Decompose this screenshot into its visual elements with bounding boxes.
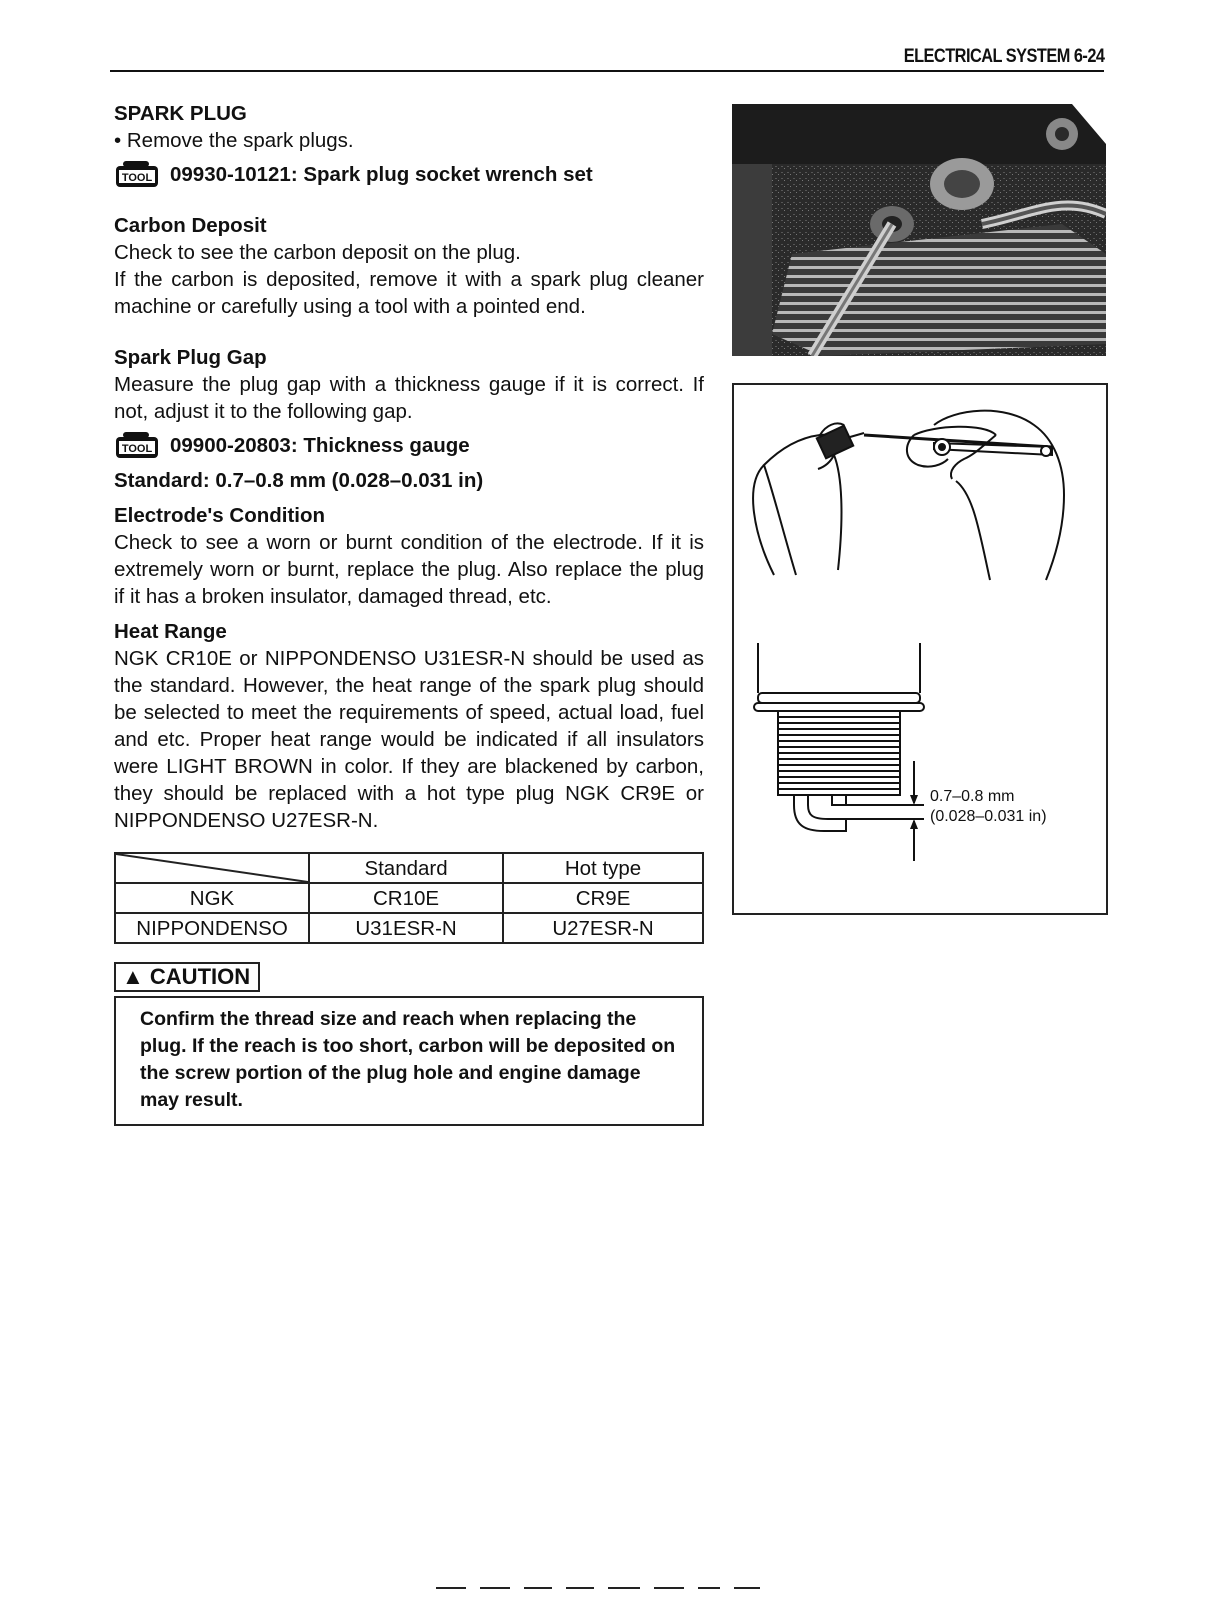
electrode-text: Check to see a worn or burnt condition of the electrode. If it is extremely worn or burnt, replace the plug. Also replace the plug if it has a broken insulator, damaged thread, etc. xyxy=(114,531,704,608)
engine-photo xyxy=(732,104,1106,356)
bullet-remove-plugs: • Remove the spark plugs. xyxy=(114,129,354,152)
table-row xyxy=(115,883,703,913)
svg-text:TOOL: TOOL xyxy=(121,172,153,184)
gap-figure xyxy=(732,383,1108,915)
table-row xyxy=(115,913,703,943)
gap-standard: Standard: 0.7–0.8 mm (0.028–0.031 in) xyxy=(114,469,484,492)
page-title: ELECTRICAL SYSTEM 6-24 xyxy=(903,46,1104,67)
table-corner-cell xyxy=(115,853,309,883)
page-header xyxy=(110,44,1104,72)
tool-line-thickness-gauge xyxy=(114,431,704,459)
caution-label xyxy=(114,962,260,992)
gap-label-in: (0.028–0.031 in) xyxy=(930,808,1047,825)
caution-text: Confirm the thread size and reach when replacing the plug. If the reach is too short, carbon will be deposited on the screw portion of the plug hole and engine damage may result. xyxy=(140,1008,676,1111)
carbon-line-1: Check to see the carbon deposit on the plug. xyxy=(114,241,521,264)
warning-icon: ▲ xyxy=(122,964,144,989)
spark-plug-table xyxy=(114,852,704,944)
table-cell-brand: NGK xyxy=(115,883,309,913)
text-column xyxy=(114,100,704,1126)
tool-line-socket-wrench xyxy=(114,160,704,188)
section-title-carbon-deposit: Carbon Deposit xyxy=(114,214,267,237)
gap-text: Measure the plug gap with a thickness gauge if it is correct. If not, adjust it to the following gap. xyxy=(114,373,704,423)
gap-label-mm: 0.7–0.8 mm xyxy=(930,788,1015,805)
caution-label-text: CAUTION xyxy=(149,964,251,989)
heat-text: NGK CR10E or NIPPONDENSO U31ESR-N should be used as the standard. However, the heat range of the spark plug should be selected to meet the requirements of speed, actual load, fuel and etc. Proper heat range would be indicated if all insulators were LIGHT BROWN in color. If they are blackened by carbon, they should be replaced with a hot type plug NGK CR9E or NIPPONDENSO U27ESR-N. xyxy=(114,647,704,832)
table-header-row xyxy=(115,853,703,883)
table-header-standard: Standard xyxy=(309,853,503,883)
tool-socket-wrench: 09930-10121: Spark plug socket wrench set xyxy=(170,162,593,186)
table-cell-hot: CR9E xyxy=(503,883,703,913)
section-title-spark-plug: SPARK PLUG xyxy=(114,102,247,125)
section-title-plug-gap: Spark Plug Gap xyxy=(114,346,267,369)
svg-text:TOOL: TOOL xyxy=(121,443,153,455)
section-title-electrode: Electrode's Condition xyxy=(114,504,326,527)
footer-dashes xyxy=(436,1586,776,1590)
tool-icon xyxy=(114,160,160,188)
table-cell-standard: CR10E xyxy=(309,883,503,913)
table-cell-brand: NIPPONDENSO xyxy=(115,913,309,943)
section-title-heat-range: Heat Range xyxy=(114,620,227,643)
table-cell-standard: U31ESR-N xyxy=(309,913,503,943)
table-cell-hot: U27ESR-N xyxy=(503,913,703,943)
caution-box xyxy=(114,996,704,1126)
carbon-line-2: If the carbon is deposited, remove it with a spark plug cleaner machine or carefully using a tool with a pointed end. xyxy=(114,268,704,318)
table-header-hot-type: Hot type xyxy=(503,853,703,883)
tool-icon xyxy=(114,431,160,459)
gap-illustration xyxy=(734,385,1106,913)
diagonal-line xyxy=(116,854,308,882)
tool-thickness-gauge: 09900-20803: Thickness gauge xyxy=(170,433,470,457)
